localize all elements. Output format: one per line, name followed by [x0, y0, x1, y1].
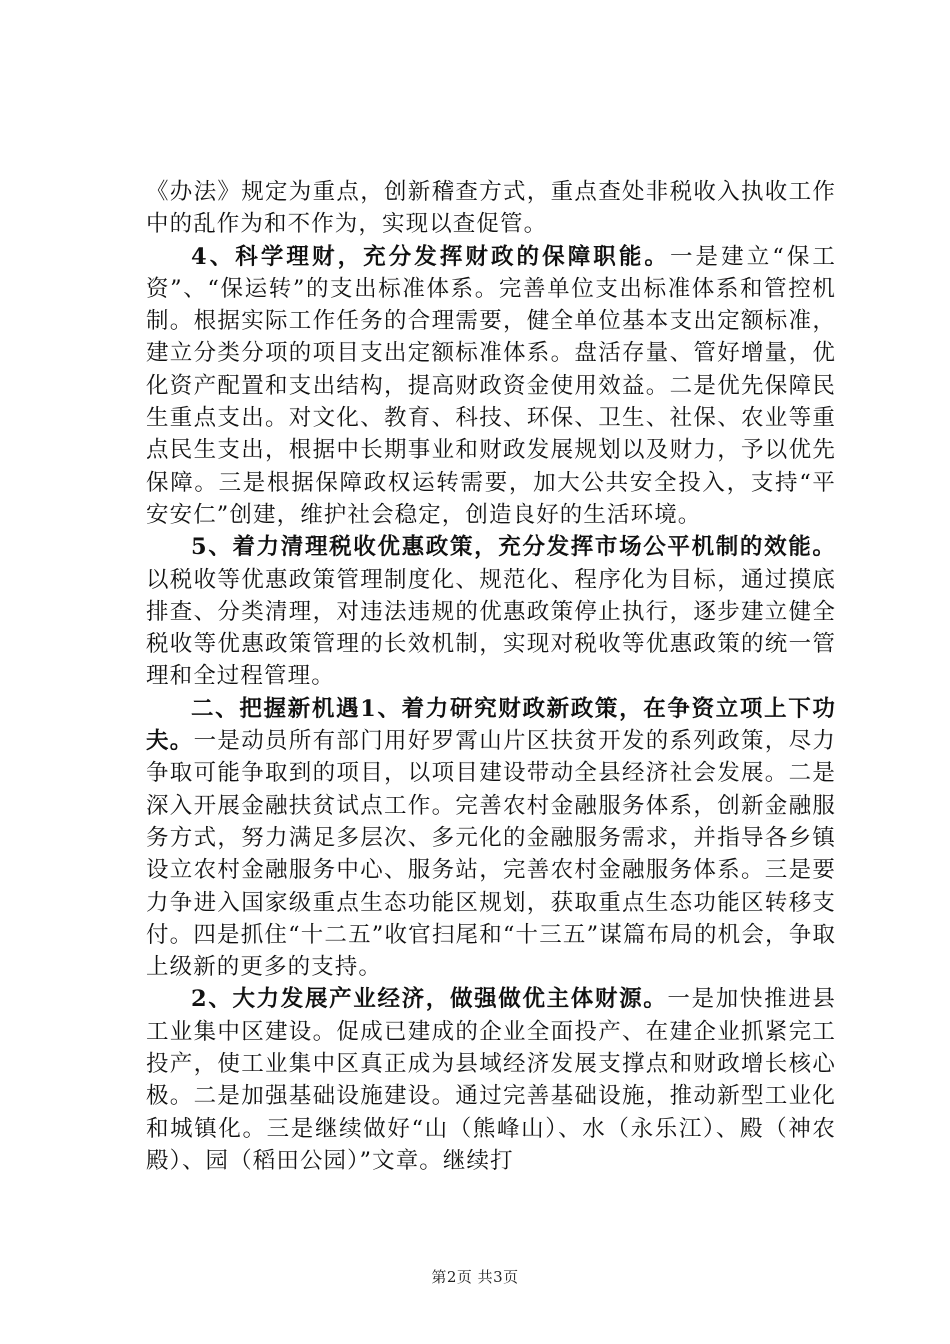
paragraph-item-5 [146, 531, 836, 692]
paragraph-section-2-item-1 [146, 693, 836, 984]
paragraph-heading: 4、科学理财，充分发挥财政的保障职能。 [191, 243, 670, 270]
document-body [146, 176, 836, 1177]
paragraph-heading: 5、着力清理税收优惠政策，充分发挥市场公平机制的效能。 [191, 534, 836, 561]
paragraph-text: 一是建立“保工资”、“保运转”的支出标准体系。完善单位支出标准体系和管控机制。根据实际工作任务的合理需要，健全单位基本支出定额标准，建立分类分项的项目支出定额标准体系。盘活存量、管好增量，优化资产配置和支出结构，提高财政资金使用效益。二是优先保障民生重点支出。对文化、教育、科技、环保、卫生、社保、农业等重点民生支出，根据中长期事业和财政发展规划以及财力，予以优先保障。三是根据保障政权运转需要，加大公共安全投入，支持“平安安仁”创建，维护社会稳定，创造良好的生活环境。 [146, 243, 837, 528]
paragraph-heading: 二、把握新机遇1、着力研究财政新政策，在争资立项上下功夫。 [146, 695, 836, 755]
paragraph-text: 以税收等优惠政策管理制度化、规范化、程序化为目标，通过摸底排查、分类清理，对违法违规的优惠政策停止执行，逐步建立健全税收等优惠政策管理的长效机制，实现对税收等优惠政策的统一管理和全过程管理。 [146, 566, 836, 690]
paragraph-text: 一是加快推进县工业集中区建设。促成已建成的企业全面投产、在建企业抓紧完工投产，使工业集中区真正成为县域经济发展支撑点和财政增长核心极。二是加强基础设施建设。通过完善基础设施，推动新型工业化和城镇化。三是继续做好“山（熊峰山）、水（永乐江）、殿（神农殿）、园（稻田公园）”文章。继续打 [146, 986, 837, 1174]
paragraph-text: 一是动员所有部门用好罗霄山片区扶贫开发的系列政策，尽力争取可能争取到的项目，以项目建设带动全县经济社会发展。二是深入开展金融扶贫试点工作。完善农村金融服务体系，创新金融服务方式，努力满足多层次、多元化的金融服务需求，并指导各乡镇设立农村金融服务中心、服务站，完善农村金融服务体系。三是要力争进入国家级重点生态功能区规划，获取重点生态功能区转移支付。四是抓住“十二五”收官扫尾和“十三五”谋篇布局的机会，争取上级新的更多的支持。 [146, 728, 837, 981]
paragraph-section-2-item-2 [146, 983, 836, 1177]
paragraph-item-4 [146, 241, 836, 532]
page-footer: 第2页 共3页 [431, 1268, 519, 1286]
paragraph-continuation [146, 176, 836, 241]
paragraph-heading: 2、大力发展产业经济，做强做优主体财源。 [191, 986, 668, 1013]
paragraph-text: 《办法》规定为重点，创新稽查方式，重点查处非税收入执收工作中的乱作为和不作为，实现以查促管。 [146, 179, 836, 238]
